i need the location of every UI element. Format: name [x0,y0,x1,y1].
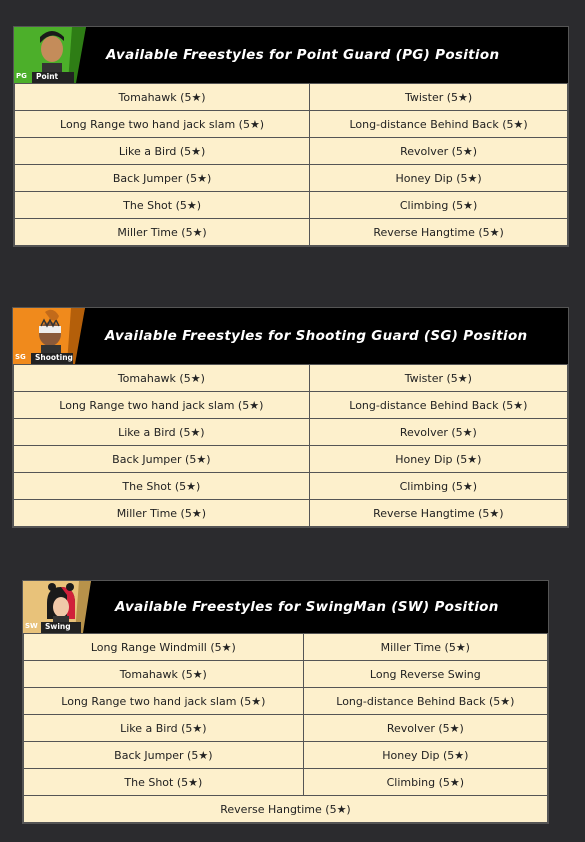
table-cell: Revolver (5★) [310,138,568,165]
table-cell: Honey Dip (5★) [303,742,547,769]
table-row [15,192,568,219]
table-cell: Honey Dip (5★) [310,165,568,192]
table-row [15,84,568,111]
table-cell: Long Range two hand jack slam (5★) [15,111,310,138]
table-row [24,715,548,742]
sw-section [22,580,549,824]
table-cell: Back Jumper (5★) [15,165,310,192]
table-cell: Climbing (5★) [310,192,568,219]
table-cell: Twister (5★) [310,84,568,111]
table-cell: Climbing (5★) [309,473,567,500]
table-row [24,742,548,769]
table-cell: Honey Dip (5★) [309,446,567,473]
table-row [24,796,548,823]
table-row [14,500,568,527]
table-cell: Tomahawk (5★) [24,661,304,688]
sg-role: Shooting [35,353,73,362]
table-cell: Long Reverse Swing [303,661,547,688]
sw-avatar-badge [23,581,95,633]
table-row [14,419,568,446]
table-row [15,138,568,165]
sw-table [23,633,548,823]
table-cell: Miller Time (5★) [14,500,310,527]
table-row [24,688,548,715]
sw-abbr: SW [25,622,38,630]
table-cell: Miller Time (5★) [303,634,547,661]
table-cell: Reverse Hangtime (5★) [24,796,548,823]
table-cell: Back Jumper (5★) [14,446,310,473]
table-row [24,634,548,661]
sg-section [12,307,569,528]
table-row [15,219,568,246]
pg-section [13,26,569,247]
table-cell: Long-distance Behind Back (5★) [309,392,567,419]
table-cell: Long-distance Behind Back (5★) [303,688,547,715]
table-cell: Back Jumper (5★) [24,742,304,769]
table-cell: Climbing (5★) [303,769,547,796]
table-cell: Like a Bird (5★) [15,138,310,165]
table-row [14,446,568,473]
table-cell: Twister (5★) [309,365,567,392]
pg-avatar-badge [14,27,86,83]
table-cell: Tomahawk (5★) [15,84,310,111]
table-row [14,473,568,500]
sg-avatar-badge [13,308,85,364]
table-cell: Like a Bird (5★) [14,419,310,446]
pg-title: Available Freestyles for Point Guard (PG) Position [106,47,500,63]
table-cell: The Shot (5★) [14,473,310,500]
sw-header [23,581,548,633]
table-cell: Long Range Windmill (5★) [24,634,304,661]
pg-role: Point [36,72,59,81]
table-row [24,769,548,796]
table-cell: Reverse Hangtime (5★) [309,500,567,527]
table-cell: Revolver (5★) [309,419,567,446]
sg-abbr: SG [15,353,26,361]
pg-table [14,83,568,246]
table-row [15,165,568,192]
sg-table [13,364,568,527]
sg-title: Available Freestyles for Shooting Guard (SG) Position [105,328,528,344]
pg-abbr: PG [16,72,27,80]
table-cell: Miller Time (5★) [15,219,310,246]
pg-header [14,27,568,83]
table-row [14,392,568,419]
table-row [14,365,568,392]
table-cell: Reverse Hangtime (5★) [310,219,568,246]
table-cell: Like a Bird (5★) [24,715,304,742]
sw-title: Available Freestyles for SwingMan (SW) Position [115,599,499,615]
table-cell: Long-distance Behind Back (5★) [310,111,568,138]
table-cell: The Shot (5★) [15,192,310,219]
table-row [24,661,548,688]
table-cell: Long Range two hand jack slam (5★) [14,392,310,419]
table-cell: Revolver (5★) [303,715,547,742]
table-cell: Long Range two hand jack slam (5★) [24,688,304,715]
table-cell: Tomahawk (5★) [14,365,310,392]
sg-header [13,308,568,364]
sw-role: Swing [45,622,71,631]
table-row [15,111,568,138]
table-cell: The Shot (5★) [24,769,304,796]
